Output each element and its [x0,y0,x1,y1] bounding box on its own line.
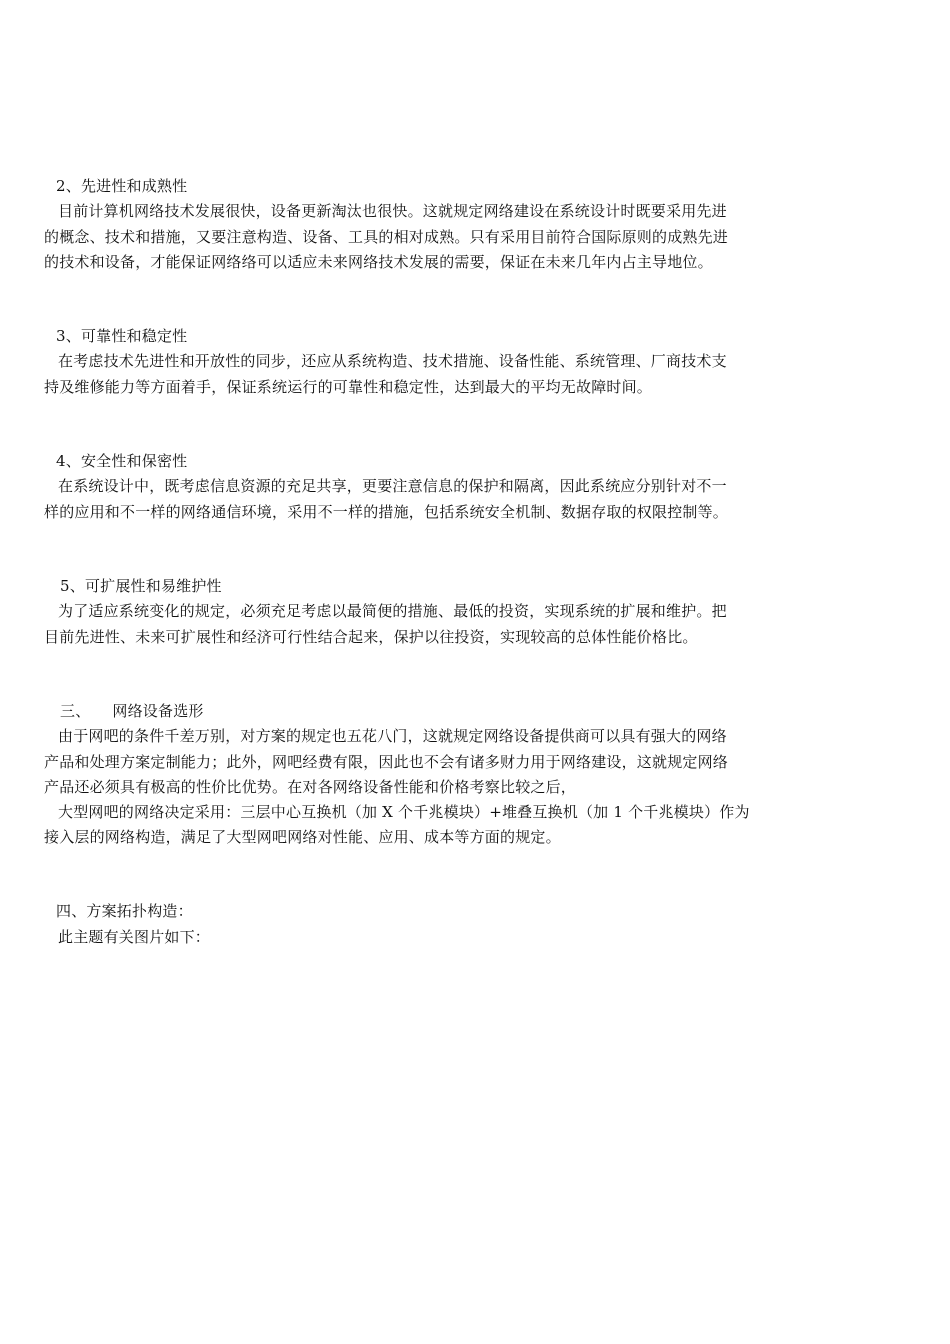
paragraph-line: 持及维修能力等方面着手，保证系统运行的可靠性和稳定性，达到最大的平均无故障时间。 [44,378,653,396]
section-heading-3: 3、可靠性和稳定性 [56,327,188,345]
section-heading-number: 三、 [60,702,91,720]
section-heading-4: 4、安全性和保密性 [56,452,188,470]
paragraph-line: 目前先进性、未来可扩展性和经济可行性结合起来，保护以往投资，实现较高的总体性能价格比。 [44,628,698,646]
paragraph-line: 在系统设计中，既考虑信息资源的充足共享，更要注意信息的保护和隔离，因此系统应分别针对不一 [58,477,727,495]
section-heading-three [60,700,830,722]
section-heading-text: 网络设备选形 [112,702,204,720]
paragraph-line: 接入层的网络构造，满足了大型网吧网络对性能、应用、成本等方面的规定。 [44,828,561,846]
paragraph-line: 的概念、技术和措施，又要注意构造、设备、工具的相对成熟。只有采用目前符合国际原则的成熟先进 [44,228,729,246]
paragraph-line: 为了适应系统变化的规定，必须充足考虑以最简便的措施、最低的投资，实现系统的扩展和维护。把 [58,602,727,620]
paragraph-line: 此主题有关图片如下： [58,928,211,946]
paragraph-line: 产品和处理方案定制能力；此外，网吧经费有限，因此也不会有诸多财力用于网络建设，这就规定网络 [44,753,729,771]
paragraph-line: 产品还必须具有极高的性价比优势。在对各网络设备性能和价格考察比较之后， [44,778,577,796]
paragraph-line: 目前计算机网络技术发展很快，设备更新淘汰也很快。这就规定网络建设在系统设计时既要采用先进 [58,202,727,220]
paragraph-line: 的技术和设备，才能保证网络络可以适应未来网络技术发展的需要，保证在未来几年内占主导地位。 [44,253,713,271]
section-heading-four: 四、方案拓扑构造： [56,902,193,920]
paragraph-line: 大型网吧的网络决定采用：三层中心互换机（加 X 个千兆模块）+堆叠互换机（加 1 个千兆模块）作为 [58,803,750,821]
paragraph-line: 样的应用和不一样的网络通信环境，采用不一样的措施，包括系统安全机制、数据存取的权限控制等。 [44,503,729,521]
paragraph-line: 在考虑技术先进性和开放性的同步，还应从系统构造、技术措施、设备性能、系统管理、厂商技术支 [58,352,727,370]
paragraph-line: 由于网吧的条件千差万别，对方案的规定也五花八门，这就规定网络设备提供商可以具有强大的网络 [58,727,727,745]
section-heading-2: 2、先进性和成熟性 [56,177,188,195]
section-heading-5: 5、可扩展性和易维护性 [60,577,222,595]
